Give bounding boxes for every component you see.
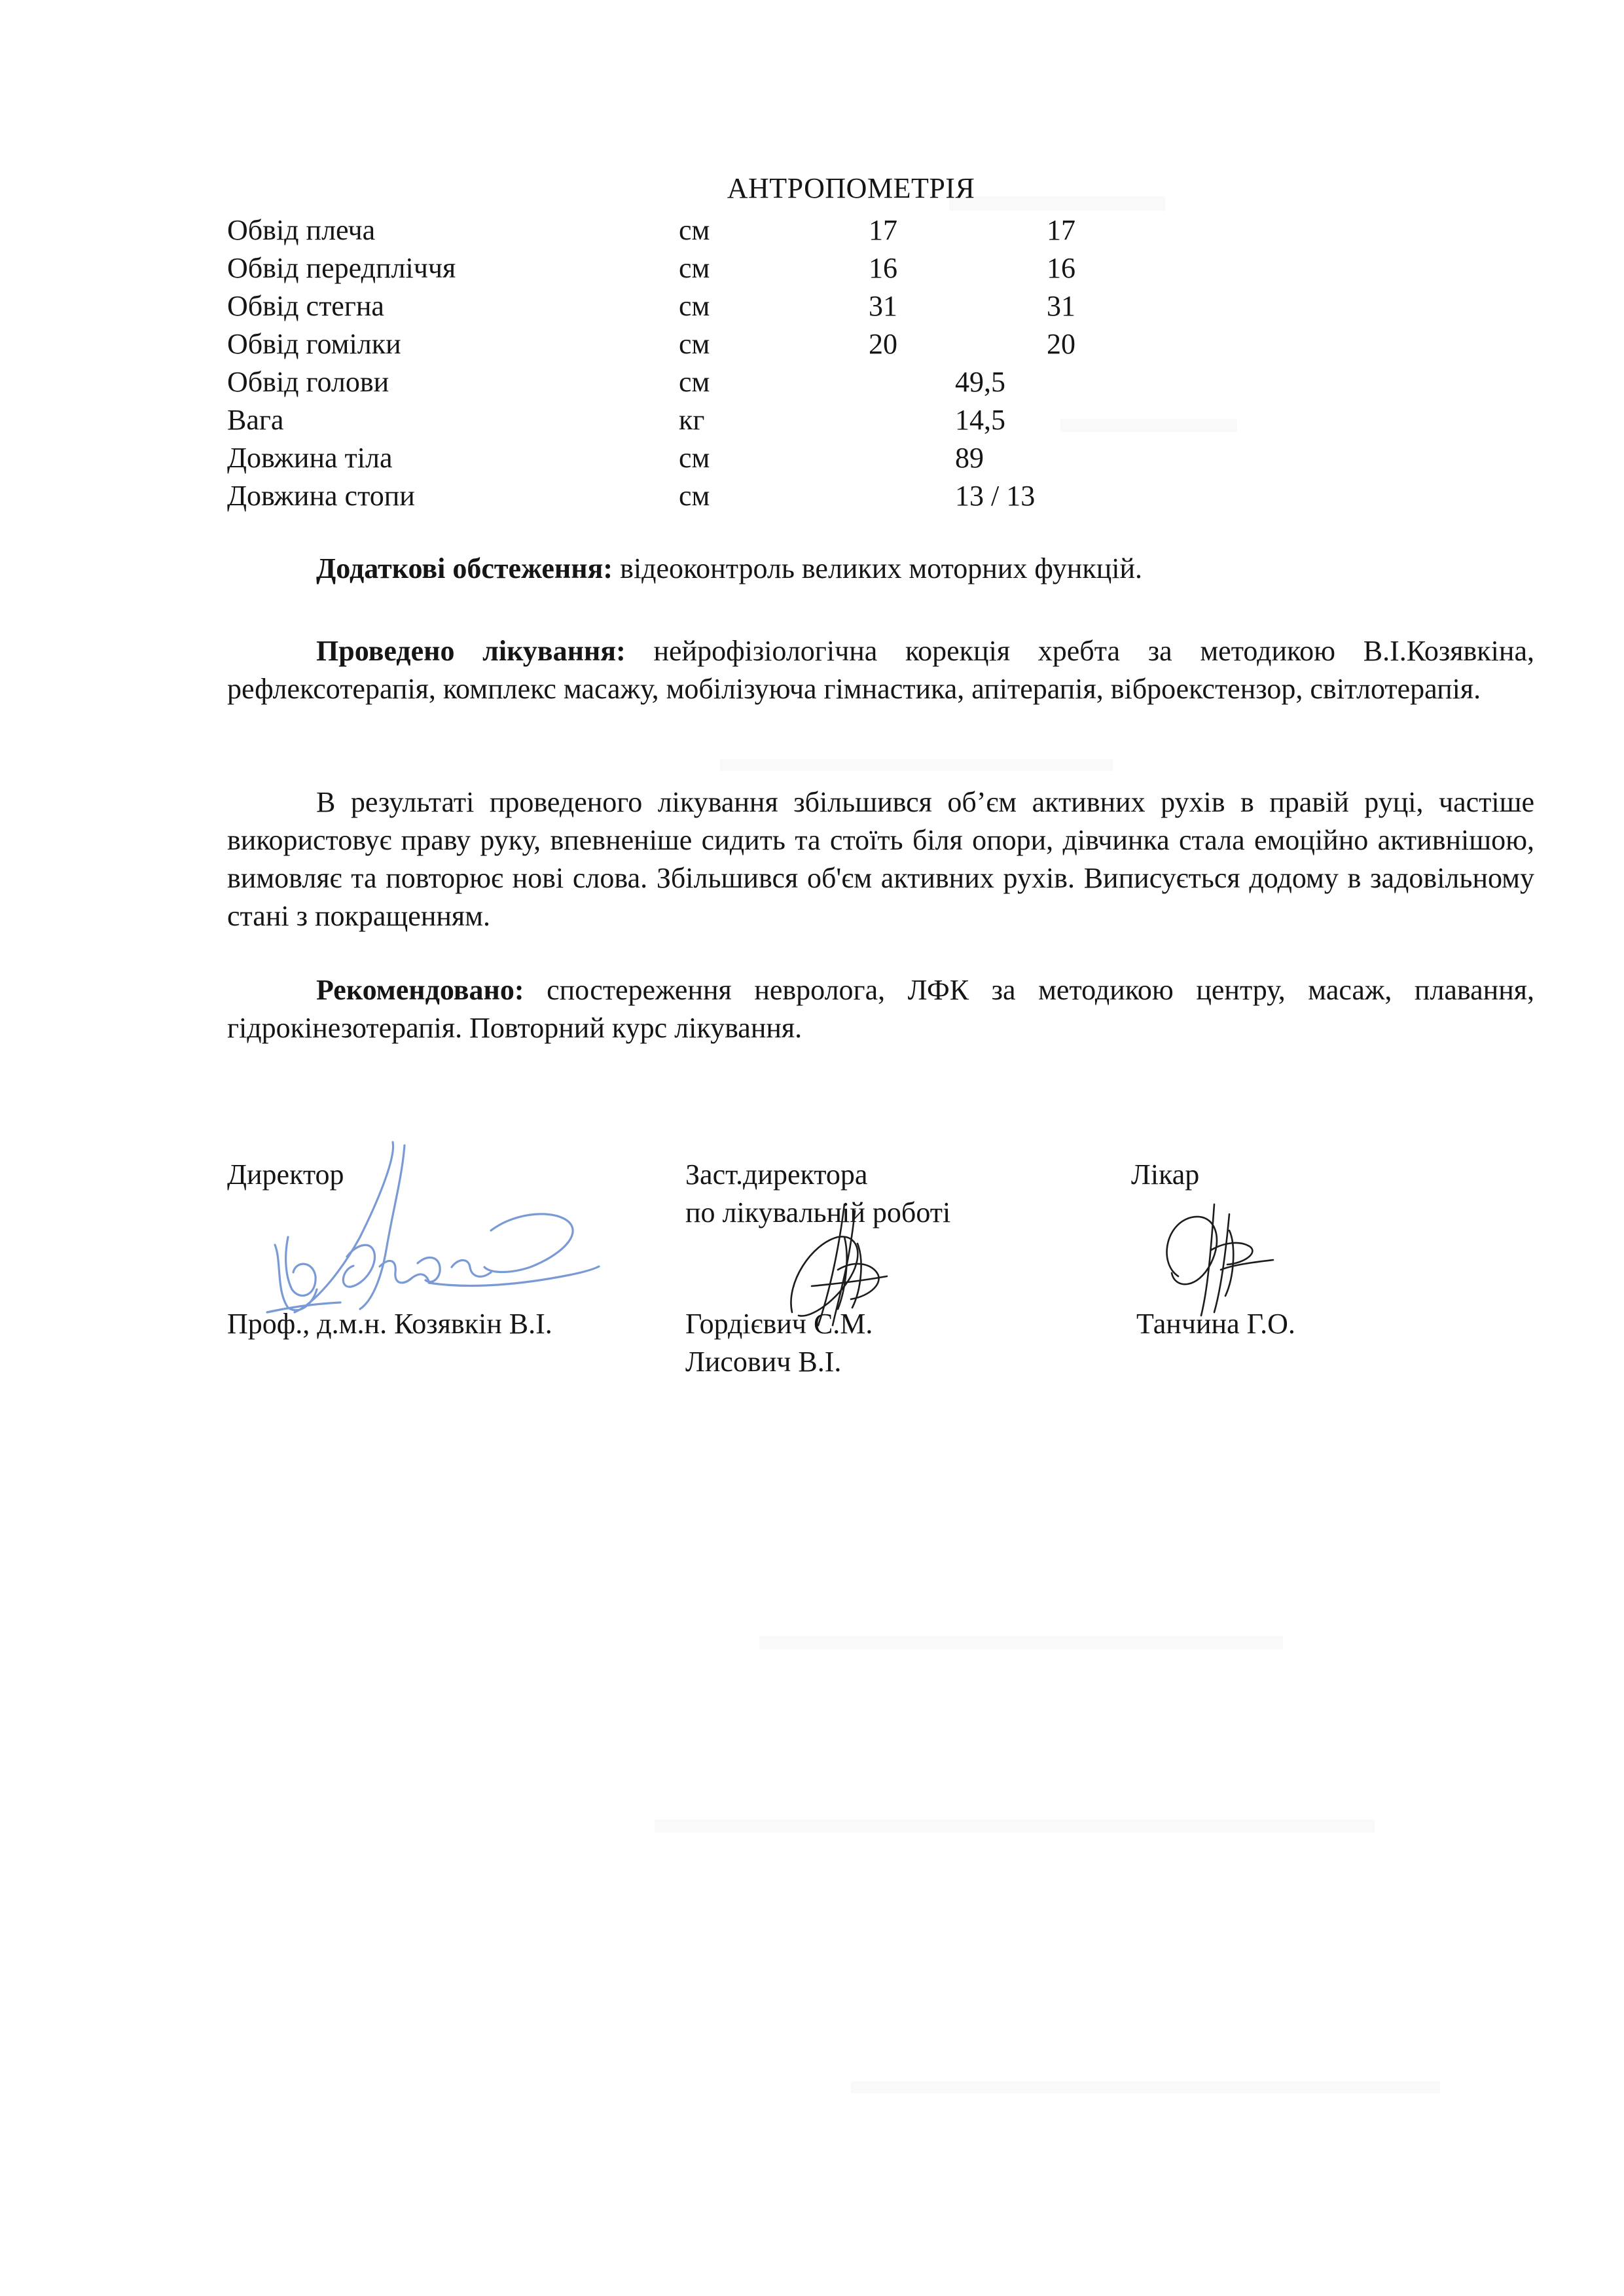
director-name: Проф., д.м.н. Козявкін В.І. — [227, 1308, 552, 1340]
anthro-unit: см — [679, 252, 710, 284]
anthro-row-weight — [227, 401, 1144, 439]
results-text: В результаті проведеного лікування збільшився об’єм активних рухів в правій руці, частіше використовує праву руку, впевненіше сидить та стоїть біля опори, дівчинка стала емоційно активнішою, вимовляє та повторює нові слова. Збільшився об'єм активних рухів. Виписується додому в задовільному стані з покращенням. — [227, 786, 1534, 932]
anthro-label: Довжина тіла — [227, 442, 393, 474]
anthro-right-value: 16 — [1047, 252, 1075, 284]
anthro-left-value: 31 — [869, 290, 897, 322]
anthro-value: 49,5 — [955, 366, 1005, 398]
director-signature — [262, 1132, 602, 1322]
anthro-unit: см — [679, 290, 710, 322]
anthro-label: Обвід гомілки — [227, 328, 401, 360]
treatment-heading: Проведено лікування: — [316, 635, 626, 667]
doctor-title: Лікар — [1131, 1158, 1200, 1191]
anthro-row-thigh — [227, 287, 1144, 325]
anthro-unit: см — [679, 480, 710, 512]
anthro-label: Обвід голови — [227, 366, 389, 398]
recommended-heading: Рекомендовано: — [316, 974, 524, 1006]
anthro-unit: см — [679, 366, 710, 398]
doctor-name: Танчина Г.О. — [1136, 1308, 1295, 1340]
anthro-row-head — [227, 363, 1144, 401]
anthro-right-value: 17 — [1047, 214, 1075, 246]
doctor-signature — [1152, 1191, 1276, 1322]
scan-artifact — [655, 1820, 1375, 1833]
anthro-row-shoulder — [227, 211, 1144, 249]
anthro-unit: кг — [679, 404, 705, 436]
treatment-text: нейрофізіологічна корекція хребта за методикою В.І.Козявкіна, рефлексотерапія, комплекс масажу, мобілізуюча гімнастика, апітерапія, віброекстензор, світлотерапія. — [227, 635, 1534, 705]
anthro-label: Вага — [227, 404, 284, 436]
anthro-right-value: 20 — [1047, 328, 1075, 360]
director-title: Директор — [227, 1158, 344, 1191]
anthro-value: 13 / 13 — [955, 480, 1036, 512]
anthro-left-value: 16 — [869, 252, 897, 284]
deputy-signature — [772, 1198, 897, 1335]
additional-exams-paragraph — [227, 550, 1534, 588]
scan-artifact — [720, 759, 1113, 771]
deputy-title-line2: по лікувальній роботі — [685, 1196, 951, 1229]
anthro-row-shin — [227, 325, 1144, 363]
scan-artifact — [759, 1636, 1283, 1649]
deputy-name-2: Лисович В.І. — [685, 1346, 842, 1378]
anthro-unit: см — [679, 442, 710, 474]
anthro-left-value: 20 — [869, 328, 897, 360]
deputy-name-1: Гордієвич С.М. — [685, 1308, 873, 1340]
anthro-left-value: 17 — [869, 214, 897, 246]
anthropometry-title: АНТРОПОМЕТРІЯ — [727, 172, 975, 204]
anthro-value: 14,5 — [955, 404, 1005, 436]
anthro-right-value: 31 — [1047, 290, 1075, 322]
anthro-label: Обвід передпліччя — [227, 252, 456, 284]
anthro-unit: см — [679, 214, 710, 246]
scan-artifact — [851, 2081, 1440, 2093]
additional-exams-text: відеоконтроль великих моторних функцій. — [613, 552, 1143, 584]
anthro-label: Довжина стопи — [227, 480, 415, 512]
recommended-text: спостереження невролога, ЛФК за методикою центру, масаж, плавання, гідрокінезотерапія. Повторний курс лікування. — [227, 974, 1534, 1044]
treatment-paragraph — [227, 632, 1534, 708]
anthro-value: 89 — [955, 442, 984, 474]
anthro-label: Обвід плеча — [227, 214, 376, 246]
anthro-row-foot-length — [227, 477, 1144, 515]
anthro-row-forearm — [227, 249, 1144, 287]
anthropometry-table — [227, 211, 1144, 515]
anthro-label: Обвід стегна — [227, 290, 384, 322]
deputy-title-line1: Заст.директора — [685, 1158, 868, 1191]
anthro-unit: см — [679, 328, 710, 360]
anthro-row-body-length — [227, 439, 1144, 477]
recommended-paragraph — [227, 971, 1534, 1047]
additional-exams-heading: Додаткові обстеження: — [316, 552, 613, 584]
results-paragraph — [227, 783, 1534, 935]
